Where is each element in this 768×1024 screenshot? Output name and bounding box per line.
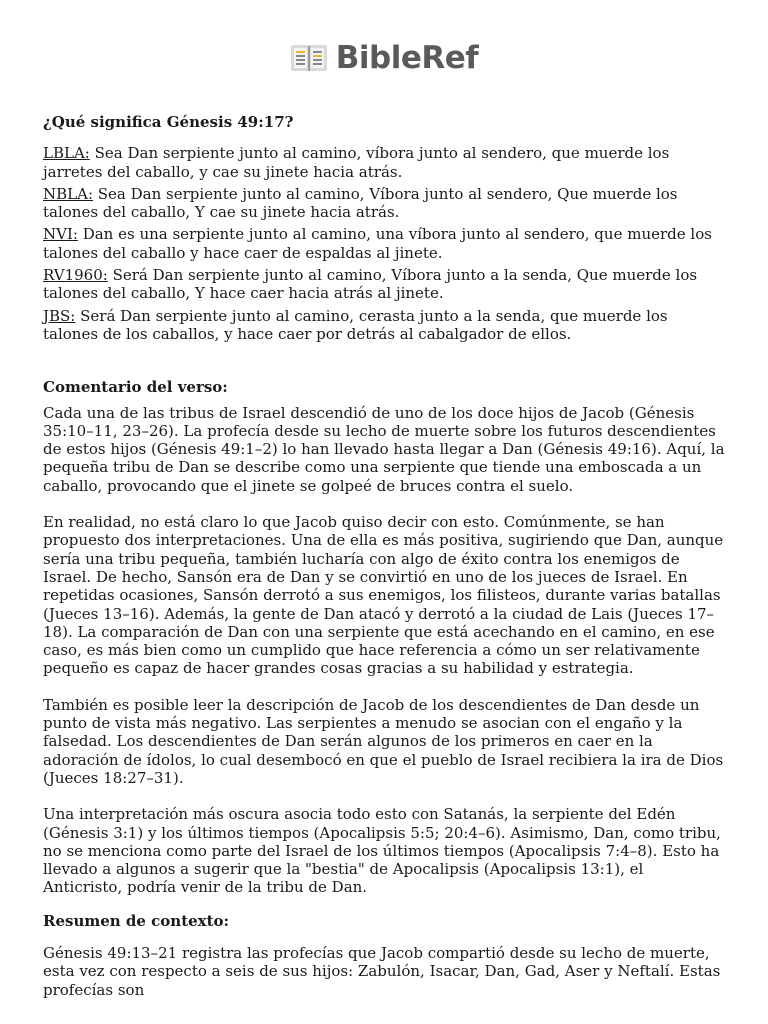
page-question: ¿Qué significa Génesis 49:17? <box>43 113 294 131</box>
commentary-paragraph: Una interpretación más oscura asocia todo esto con Satanás, la serpiente del Edén (Génesis 3:1) y los últimos tiempos (Apocalipsis 5:5; 20:4–6). Asimismo, Dan, como tribu, no se menciona como parte del Israel de los últimos tiempos (Apocalipsis 7:4–8). Esto ha llevado a algunos a sugerir que la "bestia" de Apocalipsis (Apocalipsis 13:1), el Anticristo, podría venir de la tribu de Dan. <box>43 805 721 897</box>
commentary-heading: Comentario del verso: <box>43 378 228 397</box>
translations-list <box>43 144 727 343</box>
translation-text: Sea Dan serpiente junto al camino, Víbora junto al sendero, Que muerde los talones del caballo, Y cae su jinete hacia atrás. <box>43 184 678 222</box>
translation-text: Será Dan serpiente junto al camino, Víbora junto a la senda, Que muerde los talones del caballo, Y hace caer hacia atrás al jinete. <box>43 266 698 303</box>
translation-text: Sea Dan serpiente junto al camino, víbora junto al sendero, que muerde los jarretes del caballo, y cae su jinete hacia atrás. <box>43 144 670 181</box>
translation-text: Dan es una serpiente junto al camino, una víbora junto al sendero, que muerde los talones del caballo y hace caer de espaldas al jinete. <box>43 225 712 262</box>
translation-link-nbla[interactable]: NBLA: <box>43 184 93 203</box>
summary-heading: Resumen de contexto: <box>43 911 230 930</box>
translation-link-rv1960[interactable]: RV1960: <box>43 266 108 285</box>
commentary-paragraph: Cada una de las tribus de Israel descendió de uno de los doce hijos de Jacob (Génesis 35:10–11, 23–26). La profecía desde su lecho de muerte sobre los futuros descendientes de estos hijos (Génesis 49:1–2) lo han llevado hasta llegar a Dan (Génesis 49:16). Aquí, la pequeña tribu de Dan se describe como una serpiente que tiende una emboscada a un caballo, provocando que el jinete se golpeé de bruces contra el suelo. <box>43 403 725 495</box>
translation-nvi <box>43 225 727 262</box>
translation-link-nvi[interactable]: NVI: <box>43 225 78 244</box>
translation-jbs <box>43 307 727 344</box>
summary-paragraph: Génesis 49:13–21 registra las profecías que Jacob compartió desde su lecho de muerte, esta vez con respecto a seis de sus hijos: Zabulón, Isacar, Dan, Gad, Aser y Neftalí. Estas profecías son <box>43 943 721 999</box>
brand-name: BibleRef <box>335 40 479 76</box>
commentary-paragraph: También es posible leer la descripción de Jacob de los descendientes de Dan desde un punto de vista más negativo. Las serpientes a menudo se asocian con el engaño y la falsedad. Los descendientes de Dan serán algunos de los primeros en caer en la adoración de ídolos, lo cual desembocó en que el pueblo de Israel recibiera la ira de Dios (Jueces 18:27–31). <box>43 695 724 787</box>
translation-text: Será Dan serpiente junto al camino, cerasta junto a la senda, que muerde los talones de los caballos, y hace caer por detrás al cabalgador de ellos. <box>43 306 668 343</box>
translation-nbla <box>43 185 727 222</box>
biblref-logo[interactable] <box>0 40 768 76</box>
translation-rv1960 <box>43 266 727 303</box>
article <box>43 113 727 999</box>
translation-link-lbla[interactable]: LBLA: <box>43 144 90 163</box>
translation-link-jbs[interactable]: JBS: <box>43 306 76 325</box>
commentary-paragraph: En realidad, no está claro lo que Jacob quiso decir con esto. Comúnmente, se han propuesto dos interpretaciones. Una de ella es más positiva, sugiriendo que Dan, aunque sería una tribu pequeña, también lucharía con algo de éxito contra los enemigos de Israel. De hecho, Sansón era de Dan y se convirtió en uno de los jueces de Israel. En repetidas ocasiones, Sansón derrotó a sus enemigos, los filisteos, durante varias batallas (Jueces 13–16). Además, la gente de Dan atacó y derrotó a la ciudad de Lais (Jueces 17–18). La comparación de Dan con una serpiente que está acechando en el camino, en ese caso, es más bien como un cumplido que hace referencia a cómo un ser relativamente pequeño es capaz de hacer grandes cosas gracias a su habilidad y estrategia. <box>43 513 724 678</box>
translation-lbla <box>43 144 727 181</box>
open-book-icon <box>290 43 328 73</box>
